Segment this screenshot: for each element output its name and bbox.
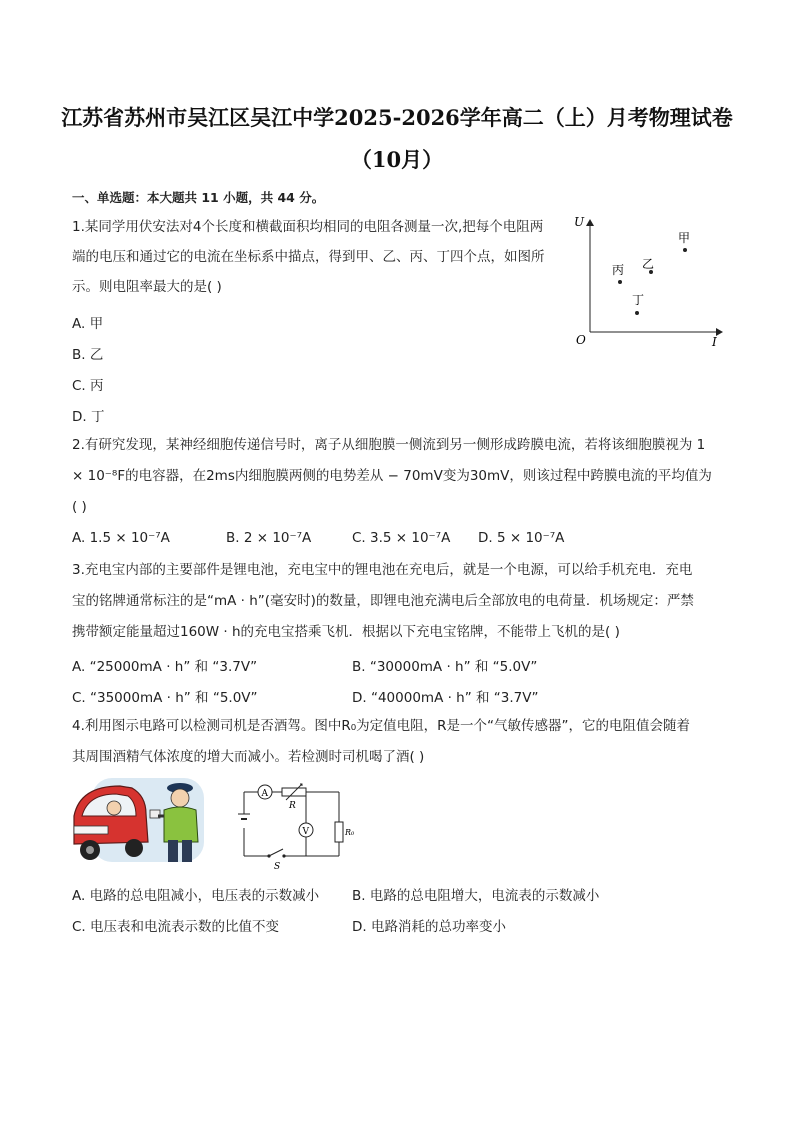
- q2-option-c: C. 3.5 × 10⁻⁷A: [352, 530, 451, 546]
- q1-option-d: D. 丁: [72, 409, 105, 425]
- i-axis-arrow: [716, 328, 723, 336]
- sensor-label: R: [289, 801, 296, 811]
- voltmeter-label: V: [302, 827, 309, 837]
- q4-option-d: D. 电路消耗的总功率变小: [352, 919, 506, 935]
- ammeter-label: A: [261, 789, 268, 799]
- origin-label: O: [576, 333, 586, 347]
- police-check-illustration: [70, 776, 214, 868]
- car-wheel-rear: [125, 839, 143, 857]
- q1-line3: 示。则电阻率最大的是( ): [72, 279, 222, 295]
- switch-contact-right: [282, 854, 285, 857]
- q3-option-c: C. “35000mA · h” 和 “5.0V”: [72, 690, 258, 706]
- q4-circuit-diagram: [232, 778, 362, 870]
- q1-option-a: A. 甲: [72, 316, 104, 332]
- q2-line1: 2.有研究发现，某神经细胞传递信号时，离子从细胞膜一侧流到另一侧形成跨膜电流，若将该细胞膜视为 1: [72, 437, 706, 453]
- q2-option-b: B. 2 × 10⁻⁷A: [226, 530, 312, 546]
- car-hubcap-front: [86, 846, 94, 854]
- point-yi-label: 乙: [642, 257, 655, 271]
- q4-line1: 4.利用图示电路可以检测司机是否酒驾。图中R₀为定值电阻，R是一个“气敏传感器”，它的电阻值会随着: [72, 718, 691, 734]
- point-ding-label: 丁: [632, 293, 645, 307]
- officer-vest: [164, 807, 198, 842]
- q3-line3: 携带额定能量超过160W · h的充电宝搭乘飞机．根据以下充电宝铭牌，不能带上飞机的是( ): [72, 624, 620, 640]
- q1-ui-graph: [570, 208, 730, 353]
- q1-option-c: C. 丙: [72, 378, 104, 394]
- point-jia-label: 甲: [678, 231, 691, 245]
- q3-option-b: B. “30000mA · h” 和 “5.0V”: [352, 659, 538, 675]
- point-jia: [683, 248, 687, 252]
- exam-title-line2: （10月）: [350, 147, 444, 172]
- point-bing-label: 丙: [612, 263, 625, 277]
- car-bumper: [74, 826, 108, 834]
- q3-line1: 3.充电宝内部的主要部件是锂电池，充电宝中的锂电池在充电后，就是一个电源，可以给手机充电．充电: [72, 562, 693, 578]
- officer-head: [171, 789, 189, 807]
- q4-option-a: A. 电路的总电阻减小，电压表的示数减小: [72, 888, 320, 904]
- q2-line2: × 10⁻⁸F的电容器，在2ms内细胞膜两侧的电势差从 − 70mV变为30mV，则该过程中跨膜电流的平均值为: [72, 468, 712, 484]
- officer-leg-left: [168, 840, 178, 862]
- q1-line1: 1.某同学用伏安法对4个长度和横截面积均相同的电阻各测量一次,把每个电阻两: [72, 219, 544, 235]
- i-axis-label: I: [712, 335, 717, 349]
- q1-option-b: B. 乙: [72, 347, 104, 363]
- driver-head: [107, 801, 121, 815]
- q2-option-d: D. 5 × 10⁻⁷A: [478, 530, 565, 546]
- switch-label: S: [274, 862, 281, 870]
- point-bing: [618, 280, 622, 284]
- q1-line2: 端的电压和通过它的电流在坐标系中描点，得到甲、乙、丙、丁四个点，如图所: [72, 249, 545, 265]
- point-ding: [635, 311, 639, 315]
- q3-option-d: D. “40000mA · h” 和 “3.7V”: [352, 690, 539, 706]
- officer-leg-right: [182, 840, 192, 862]
- u-axis-arrow: [586, 219, 594, 226]
- q2-line3: ( ): [72, 499, 87, 515]
- exam-title-line1: 江苏省苏州市吴江区吴江中学2025-2026学年高二（上）月考物理试卷: [61, 105, 733, 130]
- q4-line2: 其周围酒精气体浓度的增大而减小。若检测时司机喝了酒( ): [72, 749, 425, 765]
- q4-option-c: C. 电压表和电流表示数的比值不变: [72, 919, 280, 935]
- u-axis-label: U: [574, 215, 585, 229]
- switch-lever: [269, 849, 283, 856]
- q3-line2: 宝的铭牌通常标注的是“mA · h”(毫安时)的数量，即锂电池充满电后全部放电的电荷量．机场规定：严禁: [72, 593, 694, 609]
- resistor-r0-label: R₀: [345, 828, 355, 837]
- section-heading: 一、单选题：本大题共 11 小题，共 44 分。: [72, 190, 325, 205]
- q4-option-b: B. 电路的总电阻增大，电流表的示数减小: [352, 888, 600, 904]
- q2-option-a: A. 1.5 × 10⁻⁷A: [72, 530, 170, 546]
- q3-option-a: A. “25000mA · h” 和 “3.7V”: [72, 659, 258, 675]
- fixed-resistor-r0: [335, 822, 343, 842]
